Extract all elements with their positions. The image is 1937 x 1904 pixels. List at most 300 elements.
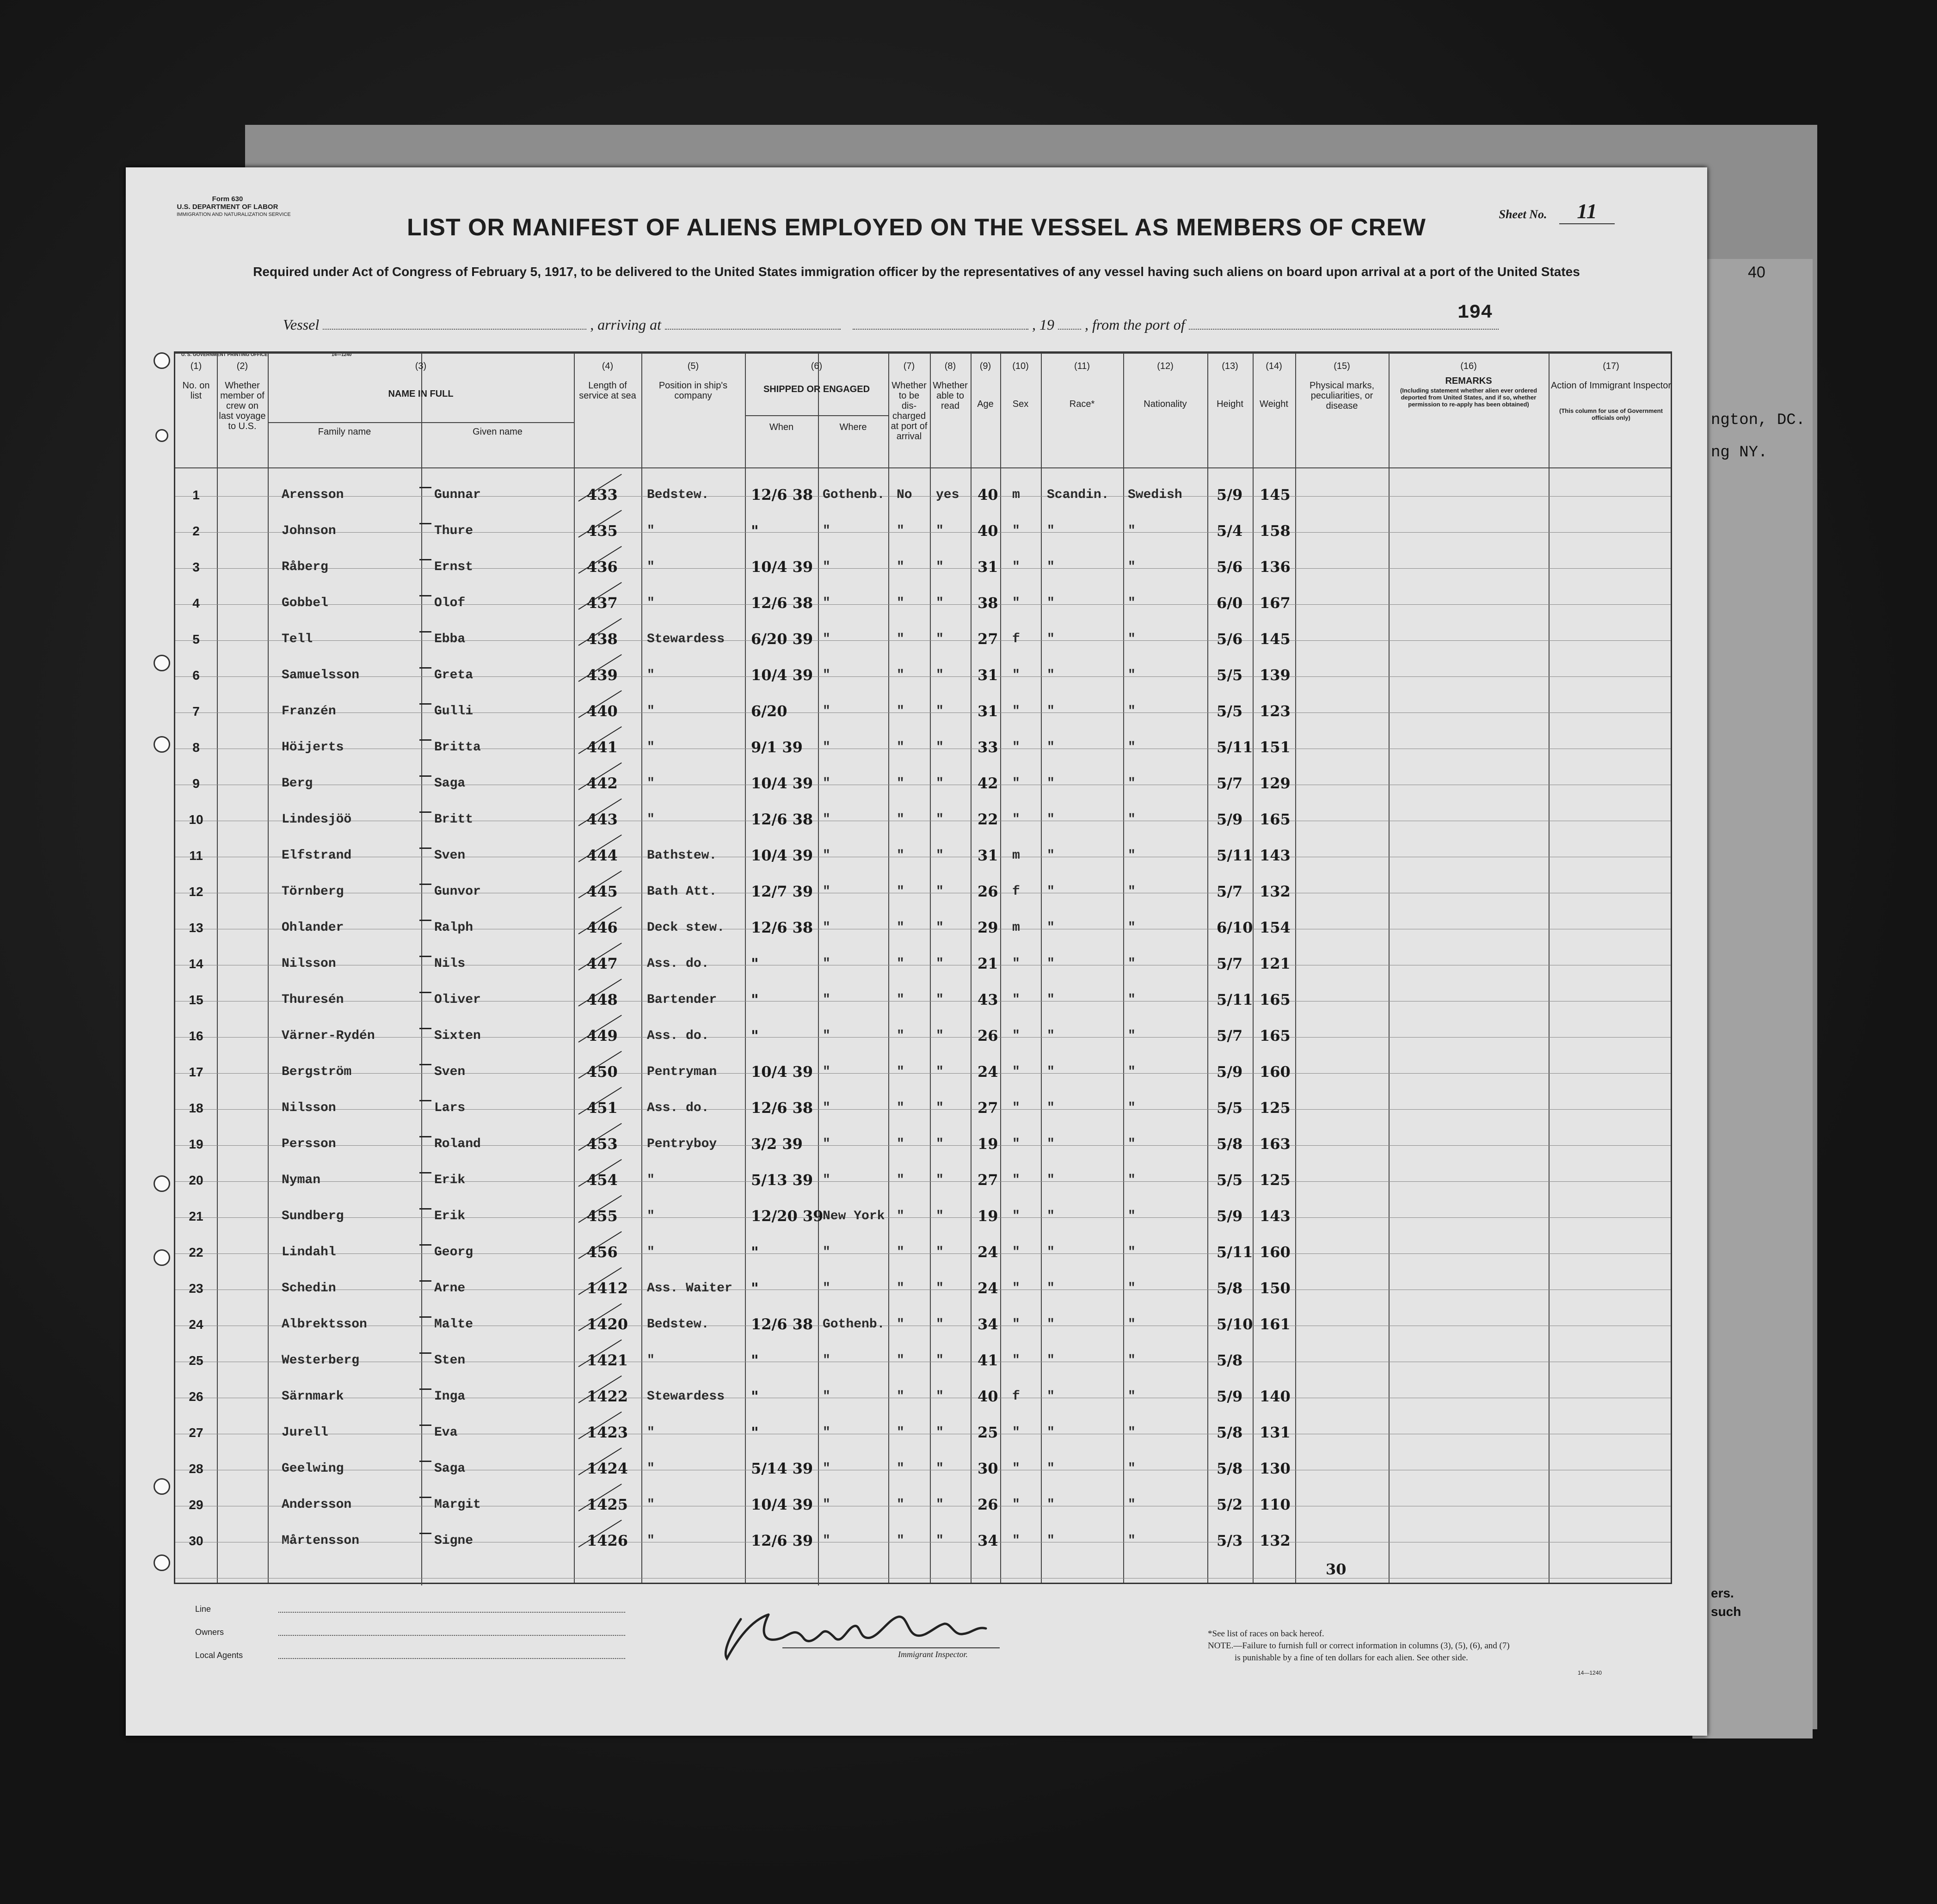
footer-agents-label: Local Agents bbox=[195, 1651, 243, 1660]
weight-cell: 143 bbox=[1260, 847, 1291, 864]
name-dash bbox=[419, 1461, 431, 1462]
row-number: 4 bbox=[192, 596, 200, 610]
nationality-cell: " bbox=[1128, 524, 1136, 538]
shipped-where-cell: " bbox=[823, 993, 830, 1007]
service-length-cell: 435 bbox=[587, 522, 618, 540]
name-dash bbox=[419, 1136, 431, 1137]
weight-cell: 131 bbox=[1260, 1424, 1291, 1441]
name-dash bbox=[419, 920, 431, 921]
nationality-cell: " bbox=[1128, 1281, 1136, 1296]
back-sheet-text-a: ngton, DC. bbox=[1711, 412, 1806, 429]
header-subrule bbox=[745, 415, 888, 416]
discharged-cell: " bbox=[897, 740, 904, 755]
height-cell: 5/9 bbox=[1217, 811, 1243, 828]
weight-cell: 136 bbox=[1260, 558, 1291, 576]
row-number: 24 bbox=[189, 1317, 203, 1332]
shipped-when-cell: 9/1 39 bbox=[751, 738, 803, 756]
col-height-number: (13) bbox=[1222, 361, 1238, 371]
able-to-read-cell: " bbox=[936, 1389, 944, 1404]
race-cell: " bbox=[1047, 1389, 1055, 1404]
weight-cell: 163 bbox=[1260, 1135, 1291, 1153]
position-cell: Ass. do. bbox=[647, 1029, 709, 1043]
age-cell: 26 bbox=[978, 1496, 998, 1513]
service-length-cell: 1423 bbox=[587, 1424, 628, 1441]
age-cell: 22 bbox=[978, 811, 998, 828]
sex-cell: " bbox=[1012, 524, 1020, 538]
column-rule bbox=[1549, 353, 1550, 1583]
shipped-when-cell: 10/4 39 bbox=[751, 847, 813, 864]
discharged-cell: " bbox=[897, 704, 904, 719]
shipped-when-cell: 6/20 bbox=[751, 702, 787, 720]
column-rule bbox=[217, 353, 218, 1583]
service-length-cell: 1425 bbox=[587, 1496, 628, 1513]
position-cell: " bbox=[647, 812, 655, 827]
discharged-cell: " bbox=[897, 524, 904, 538]
height-cell: 5/8 bbox=[1217, 1279, 1243, 1297]
height-cell: 5/11 bbox=[1217, 1243, 1253, 1261]
family-name-cell: Nyman bbox=[282, 1173, 321, 1187]
weight-cell: 150 bbox=[1260, 1279, 1291, 1297]
discharged-cell: " bbox=[897, 1353, 904, 1368]
service-length-cell: 440 bbox=[587, 702, 618, 720]
name-dash bbox=[419, 559, 431, 560]
back-sheet-text-d: such bbox=[1711, 1604, 1741, 1619]
service-length-cell: 1422 bbox=[587, 1388, 628, 1405]
nationality-cell: " bbox=[1128, 776, 1136, 791]
position-cell: " bbox=[647, 1462, 655, 1476]
height-cell: 6/10 bbox=[1217, 919, 1253, 936]
given-name-cell: Ebba bbox=[434, 632, 466, 646]
nationality-cell: " bbox=[1128, 1389, 1136, 1404]
col-nationality-heading: Nationality bbox=[1144, 399, 1187, 409]
family-name-cell: Höijerts bbox=[282, 740, 344, 755]
shipped-where-cell: " bbox=[823, 776, 830, 791]
shipped-where-cell: Gothenb. bbox=[823, 488, 885, 502]
service-length-cell: 444 bbox=[587, 847, 618, 864]
column-rule bbox=[745, 353, 746, 1583]
sex-cell: " bbox=[1012, 560, 1020, 574]
able-to-read-cell: " bbox=[936, 957, 944, 971]
family-name-cell: Johnson bbox=[282, 524, 336, 538]
able-to-read-cell: yes bbox=[936, 488, 959, 502]
column-rule bbox=[268, 353, 269, 1583]
vessel-line bbox=[283, 316, 1499, 333]
shipped-when-cell: " bbox=[751, 1424, 759, 1441]
shipped-where-cell: " bbox=[823, 848, 830, 863]
height-cell: 5/8 bbox=[1217, 1424, 1243, 1441]
service-length-cell: 438 bbox=[587, 630, 618, 648]
column-rule bbox=[574, 353, 575, 1583]
age-cell: 33 bbox=[978, 738, 998, 756]
shipped-when-cell: 12/6 38 bbox=[751, 919, 813, 936]
position-cell: " bbox=[647, 1209, 655, 1223]
nationality-cell: " bbox=[1128, 957, 1136, 971]
sex-cell: f bbox=[1012, 1389, 1020, 1404]
row-rule bbox=[175, 496, 1671, 497]
sex-cell: " bbox=[1012, 957, 1020, 971]
total-count: 30 bbox=[1326, 1560, 1347, 1578]
given-name-cell: Britt bbox=[434, 812, 473, 827]
weight-cell: 165 bbox=[1260, 1027, 1291, 1044]
discharged-cell: " bbox=[897, 1534, 904, 1548]
shipped-where-cell: " bbox=[823, 1029, 830, 1043]
height-cell: 5/6 bbox=[1217, 630, 1243, 648]
race-cell: " bbox=[1047, 776, 1055, 791]
given-name-cell: Signe bbox=[434, 1534, 473, 1548]
row-rule bbox=[175, 1037, 1671, 1038]
weight-cell: 145 bbox=[1260, 630, 1291, 648]
height-cell: 5/5 bbox=[1217, 1171, 1243, 1189]
nationality-cell: " bbox=[1128, 993, 1136, 1007]
height-cell: 5/6 bbox=[1217, 558, 1243, 576]
height-cell: 5/5 bbox=[1217, 1099, 1243, 1117]
shipped-where-cell: " bbox=[823, 1462, 830, 1476]
col-read-number: (8) bbox=[944, 361, 956, 371]
col-service-number: (4) bbox=[602, 361, 614, 371]
height-cell: 5/11 bbox=[1217, 991, 1253, 1008]
height-cell: 5/9 bbox=[1217, 1063, 1243, 1081]
able-to-read-cell: " bbox=[936, 1281, 944, 1296]
position-cell: Bedstew. bbox=[647, 1317, 709, 1332]
position-cell: Bathstew. bbox=[647, 848, 717, 863]
name-dash bbox=[419, 775, 431, 777]
row-number: 17 bbox=[189, 1065, 203, 1079]
port-blank bbox=[1189, 319, 1499, 330]
able-to-read-cell: " bbox=[936, 921, 944, 935]
row-rule bbox=[175, 1073, 1671, 1074]
given-name-cell: Britta bbox=[434, 740, 481, 755]
discharged-cell: " bbox=[897, 957, 904, 971]
nationality-cell: " bbox=[1128, 1462, 1136, 1476]
shipped-when-cell: 12/6 38 bbox=[751, 1099, 813, 1117]
nationality-cell: Swedish bbox=[1128, 488, 1182, 502]
vessel-label: Vessel bbox=[283, 316, 320, 333]
shipped-when-cell: 10/4 39 bbox=[751, 558, 813, 576]
shipped-when-cell: 10/4 39 bbox=[751, 774, 813, 792]
race-cell: " bbox=[1047, 1245, 1055, 1259]
height-cell: 5/7 bbox=[1217, 955, 1243, 972]
name-dash bbox=[419, 631, 431, 633]
shipped-where-cell: " bbox=[823, 1065, 830, 1079]
row-rule bbox=[175, 568, 1671, 569]
shipped-when-cell: 12/6 38 bbox=[751, 486, 813, 504]
given-name-cell: Roland bbox=[434, 1137, 481, 1151]
shipped-when-cell: " bbox=[751, 522, 759, 540]
col-action-heading: Action of Immigrant Inspector bbox=[1550, 381, 1672, 391]
family-name-cell: Gobbel bbox=[282, 596, 328, 610]
row-rule bbox=[175, 640, 1671, 641]
sheet-number bbox=[1499, 199, 1615, 224]
from-label: , from the port of bbox=[1084, 316, 1185, 333]
col-sex-number: (10) bbox=[1012, 361, 1029, 371]
race-cell: " bbox=[1047, 1534, 1055, 1548]
shipped-where-cell: " bbox=[823, 524, 830, 538]
sex-cell: " bbox=[1012, 704, 1020, 719]
page-title: LIST OR MANIFEST OF ALIENS EMPLOYED ON THE VESSEL AS MEMBERS OF CREW bbox=[407, 214, 1426, 241]
sex-cell: " bbox=[1012, 1498, 1020, 1512]
punch-hole bbox=[154, 655, 170, 671]
name-dash bbox=[419, 1028, 431, 1029]
col-read-heading: Whether able to read bbox=[933, 381, 968, 411]
able-to-read-cell: " bbox=[936, 1137, 944, 1151]
weight-cell: 158 bbox=[1260, 522, 1291, 540]
row-number: 22 bbox=[189, 1245, 203, 1259]
footer-owners-blank bbox=[278, 1634, 625, 1636]
able-to-read-cell: " bbox=[936, 632, 944, 646]
col-name-number: (3) bbox=[415, 361, 427, 371]
punch-hole bbox=[154, 736, 170, 753]
discharged-cell: " bbox=[897, 1498, 904, 1512]
name-dash bbox=[419, 1352, 431, 1354]
able-to-read-cell: " bbox=[936, 1029, 944, 1043]
given-name-cell: Eva bbox=[434, 1425, 458, 1440]
age-cell: 27 bbox=[978, 630, 998, 648]
family-name-cell: Törnberg bbox=[282, 884, 344, 899]
col-last-voyage-number: (2) bbox=[236, 361, 248, 371]
footer-note-races: *See list of races on back hereof. bbox=[1208, 1629, 1324, 1639]
footer-line-label: Line bbox=[195, 1604, 211, 1614]
name-dash bbox=[419, 523, 431, 524]
discharged-cell: " bbox=[897, 1173, 904, 1187]
shipped-where-cell: " bbox=[823, 884, 830, 899]
age-cell: 19 bbox=[978, 1135, 998, 1153]
race-cell: " bbox=[1047, 1281, 1055, 1296]
row-rule bbox=[175, 1253, 1671, 1254]
discharged-cell: " bbox=[897, 560, 904, 574]
sex-cell: " bbox=[1012, 1173, 1020, 1187]
given-name-cell: Oliver bbox=[434, 993, 481, 1007]
age-cell: 27 bbox=[978, 1171, 998, 1189]
vessel-blank bbox=[323, 319, 586, 330]
position-cell: Pentryboy bbox=[647, 1137, 717, 1151]
sex-cell: " bbox=[1012, 1281, 1020, 1296]
nationality-cell: " bbox=[1128, 884, 1136, 899]
family-name-cell: Nilsson bbox=[282, 1101, 336, 1115]
height-cell: 5/11 bbox=[1217, 847, 1253, 864]
weight-cell: 160 bbox=[1260, 1243, 1291, 1261]
sex-cell: " bbox=[1012, 1317, 1020, 1332]
discharged-cell: " bbox=[897, 1462, 904, 1476]
name-dash bbox=[419, 595, 431, 596]
row-number: 3 bbox=[192, 560, 200, 574]
shipped-when-cell: 10/4 39 bbox=[751, 1496, 813, 1513]
punch-hole bbox=[154, 1175, 170, 1192]
given-name-cell: Saga bbox=[434, 776, 466, 791]
service-length-cell: 1420 bbox=[587, 1315, 628, 1333]
service-length-cell: 445 bbox=[587, 883, 618, 900]
punch-hole bbox=[154, 1249, 170, 1266]
service-length-cell: 1421 bbox=[587, 1351, 628, 1369]
given-name-cell: Thure bbox=[434, 524, 473, 538]
shipped-where-cell: " bbox=[823, 632, 830, 646]
weight-cell: 165 bbox=[1260, 811, 1291, 828]
shipped-where-cell: Gothenb. bbox=[823, 1317, 885, 1332]
name-dash bbox=[419, 1208, 431, 1210]
age-cell: 26 bbox=[978, 883, 998, 900]
weight-cell: 165 bbox=[1260, 991, 1291, 1008]
year-typed: 194 bbox=[1457, 301, 1493, 324]
family-name-cell: Mårtensson bbox=[282, 1534, 360, 1548]
nationality-cell: " bbox=[1128, 1101, 1136, 1115]
race-cell: " bbox=[1047, 632, 1055, 646]
col-race-heading: Race* bbox=[1069, 399, 1095, 409]
sex-cell: " bbox=[1012, 1353, 1020, 1368]
manifest-table bbox=[174, 351, 1672, 1584]
name-dash bbox=[419, 848, 431, 849]
name-dash bbox=[419, 487, 431, 488]
col-age-heading: Age bbox=[977, 399, 994, 409]
row-number: 23 bbox=[189, 1281, 203, 1296]
nationality-cell: " bbox=[1128, 1029, 1136, 1043]
age-cell: 38 bbox=[978, 594, 998, 612]
column-rule bbox=[1000, 353, 1001, 1583]
sheet-label: Sheet No. bbox=[1499, 208, 1547, 221]
position-cell: " bbox=[647, 740, 655, 755]
col-physical-heading: Physical marks, peculiarities, or disease bbox=[1309, 381, 1375, 411]
col-weight-heading: Weight bbox=[1260, 399, 1288, 409]
able-to-read-cell: " bbox=[936, 884, 944, 899]
able-to-read-cell: " bbox=[936, 1065, 944, 1079]
height-cell: 5/10 bbox=[1217, 1315, 1253, 1333]
race-cell: " bbox=[1047, 1498, 1055, 1512]
family-name-cell: Thuresén bbox=[282, 993, 344, 1007]
race-cell: " bbox=[1047, 740, 1055, 755]
col-last-voyage-heading: Whether member of crew on last voyage to U.S. bbox=[219, 381, 266, 431]
able-to-read-cell: " bbox=[936, 1209, 944, 1223]
shipped-where-cell: " bbox=[823, 812, 830, 827]
position-cell: " bbox=[647, 1498, 655, 1512]
form-number: Form 630 bbox=[212, 195, 243, 203]
able-to-read-cell: " bbox=[936, 993, 944, 1007]
weight-cell: 143 bbox=[1260, 1207, 1291, 1225]
name-dash bbox=[419, 1316, 431, 1318]
weight-cell: 125 bbox=[1260, 1171, 1291, 1189]
nationality-cell: " bbox=[1128, 1498, 1136, 1512]
given-name-cell: Erik bbox=[434, 1173, 466, 1187]
able-to-read-cell: " bbox=[936, 1353, 944, 1368]
given-name-cell: Gulli bbox=[434, 704, 473, 719]
race-cell: " bbox=[1047, 1029, 1055, 1043]
given-name-cell: Sixten bbox=[434, 1029, 481, 1043]
weight-cell: 121 bbox=[1260, 955, 1291, 972]
nationality-cell: " bbox=[1128, 812, 1136, 827]
given-name-cell: Inga bbox=[434, 1389, 466, 1404]
col-no-heading: No. on list bbox=[182, 381, 210, 401]
row-number: 19 bbox=[189, 1137, 203, 1151]
name-dash bbox=[419, 1172, 431, 1173]
able-to-read-cell: " bbox=[936, 1425, 944, 1440]
name-dash bbox=[419, 811, 431, 813]
height-cell: 5/7 bbox=[1217, 883, 1243, 900]
family-name-cell: Sundberg bbox=[282, 1209, 344, 1223]
col-discharged-number: (7) bbox=[903, 361, 915, 371]
shipped-when-cell: " bbox=[751, 955, 759, 972]
sex-cell: m bbox=[1012, 488, 1020, 502]
position-cell: " bbox=[647, 596, 655, 610]
footer-note-fine: NOTE.—Failure to furnish full or correct information in columns (3), (5), (6), and (7) bbox=[1208, 1641, 1510, 1651]
weight-cell: 125 bbox=[1260, 1099, 1291, 1117]
family-name-cell: Värner-Rydén bbox=[282, 1029, 375, 1043]
discharged-cell: " bbox=[897, 1425, 904, 1440]
service-length-cell: 441 bbox=[587, 738, 618, 756]
shipped-when-cell: " bbox=[751, 991, 759, 1008]
nationality-cell: " bbox=[1128, 921, 1136, 935]
row-number: 16 bbox=[189, 1029, 203, 1043]
row-number: 8 bbox=[192, 740, 200, 755]
height-cell: 5/8 bbox=[1217, 1135, 1243, 1153]
position-cell: Ass. do. bbox=[647, 957, 709, 971]
action-subheading: (This column for use of Government officials only) bbox=[1559, 407, 1663, 421]
sex-cell: " bbox=[1012, 1101, 1020, 1115]
nationality-cell: " bbox=[1128, 1137, 1136, 1151]
footer-agents-blank bbox=[278, 1657, 625, 1659]
manifest-sheet bbox=[126, 167, 1707, 1736]
race-cell: " bbox=[1047, 957, 1055, 971]
age-cell: 40 bbox=[978, 486, 998, 504]
shipped-when-cell: " bbox=[751, 1243, 759, 1261]
position-cell: Bath Att. bbox=[647, 884, 717, 899]
name-dash bbox=[419, 1533, 431, 1534]
height-cell: 5/8 bbox=[1217, 1460, 1243, 1477]
age-cell: 21 bbox=[978, 955, 998, 972]
sex-cell: " bbox=[1012, 740, 1020, 755]
col-age-number: (9) bbox=[979, 361, 991, 371]
race-cell: " bbox=[1047, 848, 1055, 863]
given-name-cell: Nils bbox=[434, 957, 466, 971]
family-name-cell: Råberg bbox=[282, 560, 328, 574]
row-rule bbox=[175, 1145, 1671, 1146]
able-to-read-cell: " bbox=[936, 1498, 944, 1512]
nationality-cell: " bbox=[1128, 1425, 1136, 1440]
header-rule bbox=[175, 467, 1671, 468]
footer-owners-label: Owners bbox=[195, 1628, 224, 1637]
position-cell: Ass. do. bbox=[647, 1101, 709, 1115]
discharged-cell: " bbox=[897, 1101, 904, 1115]
given-name-cell: Erik bbox=[434, 1209, 466, 1223]
col-position-number: (5) bbox=[687, 361, 699, 371]
row-rule bbox=[175, 532, 1671, 533]
name-dash bbox=[419, 1388, 431, 1390]
row-number: 1 bbox=[192, 488, 200, 502]
service-length-cell: 449 bbox=[587, 1027, 618, 1044]
age-cell: 31 bbox=[978, 558, 998, 576]
col-physical-number: (15) bbox=[1334, 361, 1350, 371]
service-length-cell: 454 bbox=[587, 1171, 618, 1189]
family-name-cell: Geelwing bbox=[282, 1462, 344, 1476]
arriving-label: , arriving at bbox=[590, 316, 661, 333]
subheading-c6a: When bbox=[769, 422, 794, 432]
age-cell: 29 bbox=[978, 919, 998, 936]
shipped-where-cell: " bbox=[823, 1137, 830, 1151]
given-name-cell: Gunvor bbox=[434, 884, 481, 899]
column-rule bbox=[1207, 353, 1208, 1583]
height-cell: 5/9 bbox=[1217, 1207, 1243, 1225]
shipped-where-cell: " bbox=[823, 1425, 830, 1440]
col-discharged-heading: Whether to be dis-charged at port of arrival bbox=[891, 381, 928, 442]
row-rule bbox=[175, 712, 1671, 713]
shipped-where-cell: " bbox=[823, 596, 830, 610]
height-cell: 5/9 bbox=[1217, 486, 1243, 504]
punch-hole bbox=[154, 1554, 170, 1571]
height-cell: 5/3 bbox=[1217, 1532, 1243, 1549]
sex-cell: " bbox=[1012, 1534, 1020, 1548]
shipped-when-cell: 12/6 38 bbox=[751, 594, 813, 612]
col-no-number: (1) bbox=[190, 361, 202, 371]
age-cell: 24 bbox=[978, 1279, 998, 1297]
service-length-cell: 443 bbox=[587, 811, 618, 828]
row-number: 25 bbox=[189, 1353, 203, 1368]
given-name-cell: Sten bbox=[434, 1353, 466, 1368]
